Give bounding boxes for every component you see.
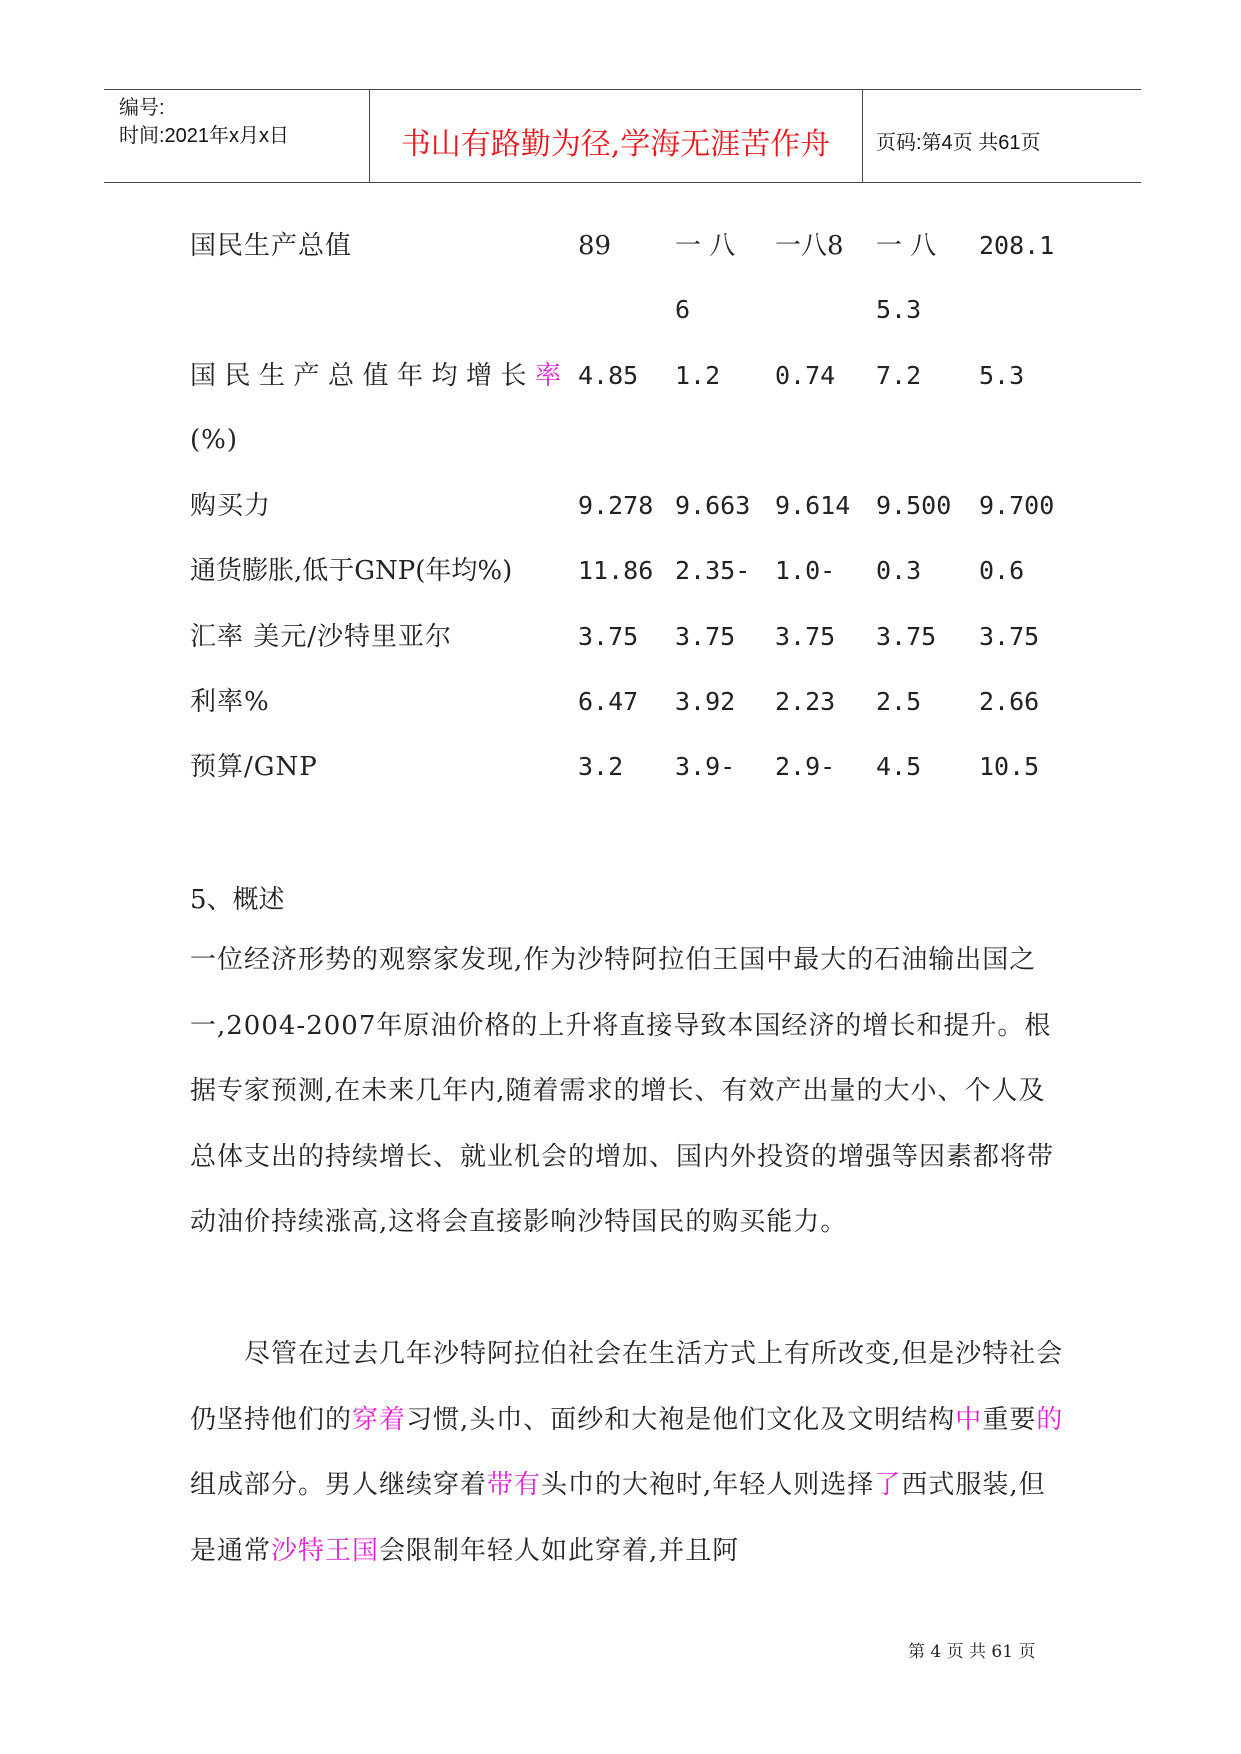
- table-cell: 3.9-: [675, 752, 736, 781]
- highlight-run: 了: [874, 1470, 902, 1500]
- table-cell: 3.75: [675, 622, 736, 651]
- table-cell: 6.47: [578, 687, 639, 716]
- table-cell: 7.2: [876, 361, 922, 390]
- table-cell: 5.3: [979, 361, 1025, 390]
- row-label-highlight: 率: [535, 361, 570, 391]
- highlight-run: 的: [1036, 1404, 1064, 1435]
- table-row-continuation: [0, 420, 1241, 460]
- row-label: 通货膨胀,低于GNP(年均%): [190, 556, 513, 586]
- table-row: [0, 617, 1241, 657]
- table-cell: 3.75: [876, 622, 937, 651]
- table-cell: 4.85: [578, 361, 639, 390]
- row-label-cont: (%): [190, 425, 238, 455]
- table-cell: 9.700: [979, 491, 1055, 520]
- header-page-info: 页码:第4页 共61页: [876, 132, 1041, 154]
- table-cell: 5.3: [876, 295, 922, 324]
- table-cell: 9.500: [876, 491, 952, 520]
- header-top-rule: [104, 89, 1141, 90]
- table-cell: 2.66: [979, 687, 1040, 716]
- table-row: [0, 486, 1241, 526]
- row-label: [190, 356, 570, 396]
- highlight-run: 带有: [487, 1470, 542, 1500]
- section-heading: 5、概述: [190, 885, 285, 915]
- table-cell: 11.86: [578, 556, 654, 585]
- table-cell: 一 八: [675, 231, 736, 261]
- text-run: 头巾的大袍时,年轻人则选择: [541, 1470, 875, 1500]
- row-label: 购买力: [190, 491, 272, 521]
- table-row: [0, 682, 1241, 722]
- table-cell: 2.5: [876, 687, 922, 716]
- paragraph-2: [190, 1322, 1070, 1584]
- table-cell: 一 八: [876, 231, 937, 261]
- text-run: 尽管在过去几年沙特阿拉伯社会在生活方式上有所改变,但是沙特社会仍坚持他们的: [190, 1339, 1064, 1435]
- row-label: 利率%: [190, 687, 270, 717]
- header-meta: [119, 94, 289, 150]
- table-cell: 2.35-: [675, 556, 751, 585]
- header-bottom-rule: [104, 182, 1141, 183]
- table-cell: 9.614: [775, 491, 851, 520]
- header-divider-right: [862, 89, 863, 182]
- table-cell: 一八8: [775, 231, 844, 261]
- table-cell: 6: [675, 295, 691, 324]
- text-run: 组成部分。男人继续穿着: [190, 1470, 488, 1500]
- paragraph-1: 一位经济形势的观察家发现,作为沙特阿拉伯王国中最大的石油输出国之一,2004-2007年原油价格的上升将直接导致本国经济的增长和提升。根据专家预测,在未来几年内,随着需求的增长、有效产出量的大小、个人及总体支出的持续增长、就业机会的增加、国内外投资的增强等因素都将带动油价持续涨高,这将会直接影响沙特国民的购买能力。: [190, 945, 1055, 1237]
- text-run: 习惯,头巾、面纱和大袍是他们文化及文明结构: [406, 1404, 956, 1435]
- highlight-run: 穿着: [352, 1404, 407, 1435]
- table-cell: 10.5: [979, 752, 1040, 781]
- table-cell: 9.278: [578, 491, 654, 520]
- header-number-label: 编号:: [119, 97, 165, 119]
- table-row: [0, 551, 1241, 591]
- row-label-main: 国民生产总值年均增长: [190, 361, 536, 391]
- table-cell: 3.75: [775, 622, 836, 651]
- table-cell: 3.92: [675, 687, 736, 716]
- table-cell: 4.5: [876, 752, 922, 781]
- table-row: [0, 747, 1241, 787]
- table-cell: 9.663: [675, 491, 751, 520]
- table-row: [0, 226, 1241, 266]
- table-cell: 89: [578, 231, 612, 261]
- highlight-run: 中: [955, 1404, 983, 1435]
- table-cell: 1.2: [675, 361, 721, 390]
- table-cell: 2.9-: [775, 752, 836, 781]
- page-footer: 第 4 页 共 61 页: [908, 1642, 1036, 1662]
- table-cell: 0.74: [775, 361, 836, 390]
- row-label: 汇率 美元/沙特里亚尔: [190, 622, 453, 652]
- table-cell: 2.23: [775, 687, 836, 716]
- table-row: [0, 356, 1241, 396]
- table-cell: 208.1: [979, 231, 1055, 260]
- table-cell: 3.2: [578, 752, 624, 781]
- table-row-continuation: [0, 290, 1241, 330]
- text-run: 西式服装,但是通常: [190, 1470, 1046, 1566]
- table-cell: 0.3: [876, 556, 922, 585]
- header-slogan: 书山有路勤为径,学海无涯苦作舟: [400, 127, 831, 162]
- row-label: 预算/GNP: [190, 752, 318, 782]
- table-cell: 3.75: [578, 622, 639, 651]
- row-label: 国民生产总值: [190, 231, 353, 261]
- table-cell: 0.6: [979, 556, 1025, 585]
- table-cell: 1.0-: [775, 556, 836, 585]
- highlight-run: 沙特王国: [271, 1535, 380, 1566]
- table-cell: 3.75: [979, 622, 1040, 651]
- text-run: 重要: [982, 1404, 1037, 1435]
- header-time-label: 时间:2021年x月x日: [119, 125, 290, 147]
- text-run: 会限制年轻人如此穿着,并且阿: [379, 1535, 740, 1566]
